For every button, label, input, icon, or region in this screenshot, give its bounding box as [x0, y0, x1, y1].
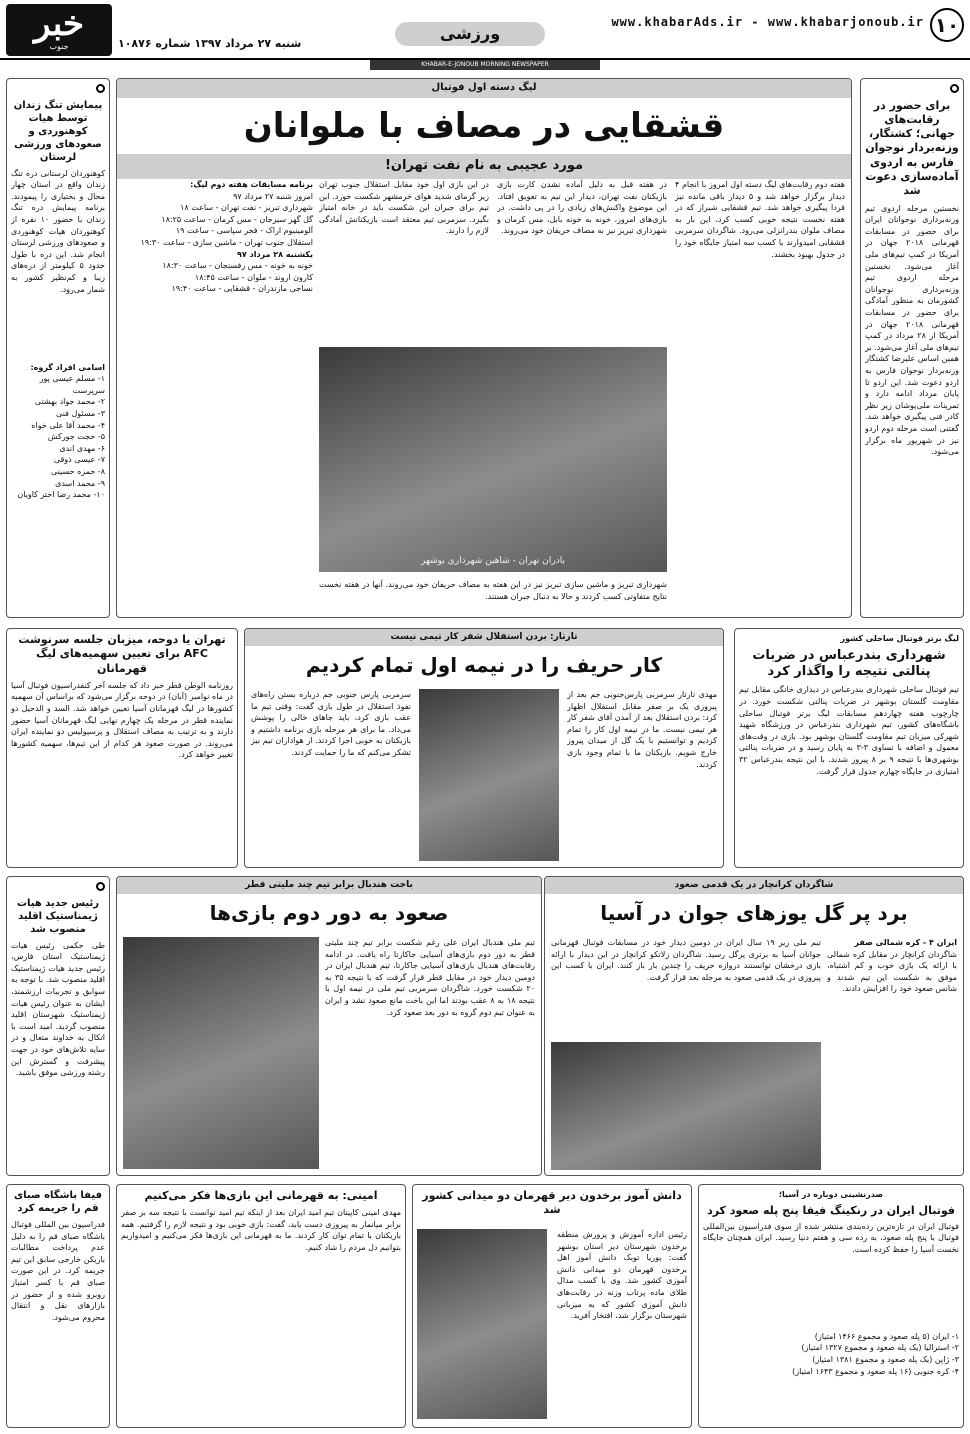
article-title: فیفا باشگاه صبای قم را جریمه کرد: [13, 1190, 103, 1214]
rank-list: [703, 1331, 959, 1377]
article-kicker: صدرنشینی دوباره در آسیا؛: [778, 1190, 884, 1199]
article-body: روزنامه الوطن قطر خبر داد که جلسه آخر کنفدراسیون فوتبال آسیا در ماه نوامبر (آبان) در دوحه برگزار می‌شود که براساس آن سهمیه کشورها در لیگ قهرمانان آسیا تعیین خواهد شد. السد و الدحیل دو نماینده قطر در مرحله یک چهارم نهایی لیگ قهرمانان آسیا حضور دارند و به ترتیب به مصاف استقلال و پرسپولیس دو نماینده ایران می‌روند. در صورت صعود هر کدام از این تیم‌ها، سهمیه کشورها تغییر خواهد کرد.: [11, 680, 233, 760]
score-body: شاگردان کرانچار در مقابل کره شمالی با ارائه یک بازی خوب و کم اشتباه، موفق به شکست این تیم شدند و شانس صعود خود را افزایش دادند.: [827, 949, 957, 994]
websites[interactable]: www.khabarAds.ir - www.khabarjonoub.ir: [611, 15, 924, 29]
lead-subhead: مورد عجیبی به نام نفت تهران!: [117, 154, 851, 179]
bullet-icon: [96, 882, 105, 891]
list-item: ۴- محمد آقا علی خواه: [31, 420, 105, 430]
article-body: رئیس اداره آموزش و پرورش منطقه برخدون شهرستان دیر استان بوشهر گفت: پوریا توبک دانش آموز اهل برخدون قهرمان دو میدانی دانش آموزی کشور شد. وی با کسب مدال طلای ماده پرتاب وزنه در رقابت‌های دانش آموزی کشور که به میزبانی شهرستان برگزار شد، افتخار آفرید.: [557, 1230, 687, 1321]
list-item: نساجی مازندران - قشقایی - ساعت ۱۹:۴۰: [171, 284, 313, 294]
article-kicker: باخت هندبال برابر تیم چند ملیتی قطر: [117, 877, 541, 894]
score-box: [827, 937, 957, 1167]
section-title: ورزشی: [395, 22, 545, 46]
list-item: شهرداری تبریز - نفت تهران - ساعت ۱۸: [180, 203, 313, 213]
list-item: استقلال جنوب تهران - ماشین سازی - ساعت ۱۹:۳۰: [140, 237, 313, 247]
lead-column-1: هفته دوم رقابت‌های لیگ دسته اول امروز با انجام ۴ دیدار برگزار خواهد شد و ۵ دیدار باقی مانده نیز فردا پیگیری خواهد شد. تیم قشقایی شیراز که در هفته نخست نتیجه خوبی کسب کرد، این بار به مصاف ملوان بندرانزلی می‌رود. شاگردان سرمربی قشقایی امیدوارند با کسب سه امتیاز جایگاه خود را در جدول بهبود بخشند.: [675, 180, 845, 259]
list-item: ۸- حمزه حسینی: [50, 466, 105, 476]
esteghlal-article: [244, 628, 724, 868]
masthead: [0, 0, 970, 60]
article-kicker: لیگ برتر فوتبال ساحلی کشور: [840, 634, 959, 643]
article-headline: صعود به دور دوم بازی‌ها: [209, 901, 449, 926]
article-title: امینی: به قهرمانی این بازی‌ها فکر می‌کنیم: [144, 1189, 378, 1202]
right-column-article: [860, 78, 964, 618]
beach-soccer-article: [734, 628, 964, 868]
list-item: ۶- مهدی اندی: [59, 443, 105, 453]
article-kicker: شاگردان کرانچار در یک قدمی صعود: [545, 877, 963, 894]
list-item: خونه به خونه - مس رفسنجان - ساعت ۱۸:۳۰: [162, 261, 313, 271]
left-column-article: [6, 78, 110, 618]
names-title: اسامی افراد گروه:: [30, 362, 105, 372]
article-headline: کار حریف را در نیمه اول تمام کردیم: [305, 653, 663, 678]
morning-banner: KHABAR-E-JONOUB MORNING NEWSPAPER: [370, 60, 600, 70]
list-item: امروز شنبه ۲۷ مرداد ۹۷: [233, 191, 313, 201]
handball-photo: [123, 937, 319, 1169]
lead-article: [116, 78, 852, 618]
article-headline: برد پر گل یوزهای جوان در آسیا: [600, 901, 908, 926]
lead-photo: [319, 347, 667, 572]
page-number: ۱۰: [930, 8, 964, 42]
amini-article: [116, 1184, 406, 1428]
article-title: رئیس جدید هیات ژیمناستیک اقلید منصوب شد: [16, 897, 100, 935]
list-item: ۲- استرالیا (یک پله صعود و مجموع ۱۳۲۷ امتیاز): [801, 1343, 959, 1353]
list-item: ۳- مسئول فنی: [56, 408, 105, 418]
student-photo: [417, 1229, 547, 1419]
article-body: مهدی امینی کاپیتان تیم امید ایران بعد از اینکه تیم امید توانست با نتیجه سه بر صفر برابر میانمار به پیروزی دست یابد، گفت: بازی خوبی بود و نتیجه لازم را گرفتیم. همه بازیکنان با تمام توان کار کردند. ما به قهرمانی این بازی‌ها فکر می‌کنیم و امیدواریم بتوانیم دل مردم را شاد کنیم.: [121, 1208, 401, 1253]
article-body: تیم ملی زیر ۱۹ سال ایران در دومین دیدار خود در مسابقات فوتبال قهرمانی جوانان آسیا به برتری پرگل رسید. شاگردان زلاتکو کرانچار در این دیدار با ارائه بازی درخشان توانستند دروازه حریف را چندین بار باز کنند. ایران با کسب این پیروزی در یک قدمی صعود به مرحله بعد قرار گرفت.: [551, 938, 821, 982]
fifa-rank-article: [698, 1184, 964, 1428]
list-item: ۳- ژاپن (یک پله صعود و مجموع ۱۳۸۱ امتیاز): [812, 1355, 959, 1365]
handball-article: [116, 876, 542, 1176]
article-title: تهران یا دوحه، میزبان جلسه سرنوشت AFC برای تعیین سهمیه‌های لیگ قهرمانان: [18, 633, 226, 675]
youth-photo: [551, 1042, 821, 1170]
schedule: [123, 179, 313, 609]
lead-kicker: لیگ دسته اول فوتبال: [117, 79, 851, 98]
list-item: ۱۰- محمد رضا اختر کاویان: [17, 490, 105, 500]
newspaper-logo: خبر جنوب: [6, 4, 112, 56]
list-item: کارون اروند - ملوان - ساعت ۱۸:۴۵: [194, 272, 313, 282]
list-item: ۴- کره جنوبی (۱۶ پله صعود و مجموع ۱۶۴۳ امتیاز): [792, 1366, 959, 1376]
list-item: ۱- مسلم عیسی پور سرپرست: [39, 374, 105, 395]
gymnastics-article: [6, 876, 110, 1176]
article-body: فوتبال ایران در تازه‌ترین رده‌بندی منتشر شده از سوی فدراسیون بین‌المللی فوتبال با پنج پله صعود، به رده سی و هفتم دنیا رسید. ایران همچنان جایگاه نخست آسیا را حفظ کرده است.: [703, 1221, 959, 1255]
list-item: یکشنبه ۲۸ مرداد ۹۷: [237, 249, 313, 259]
photo-caption: بادران تهران - شاهین شهرداری بوشهر: [421, 555, 565, 566]
article-body: طی حکمی رئیس هیات ژیمناستیک استان فارس، رئیس جدید هیات ژیمناستیک اقلید منصوب شد. با توجه به سوابق و تجربیات ارزشمند، ایشان به عنوان رئیس هیات ژیمناستیک شهرستان اقلید منصوب گردید. امید است با اتکال به خداوند متعال و در سایه تلاش‌های خود در جهت پیشرفت و گسترش این رشته ورزشی موفق باشید.: [11, 940, 105, 1078]
schedule-title: برنامه مسابقات هفته دوم لیگ:: [190, 180, 313, 189]
article-column-1: مهدی تارتار سرمربی پارس‌جنوبی جم بعد از پیروزی یک بر صفر مقابل استقلال اظهار کرد: بردن استقلال بعد از آمدن آقای شفر کار هر تیمی نیست. ما در نیمه اول کار را تمام کردیم و توانستیم با یک گل از میدان پیروز خارج شویم. بازیکنان ما با تمام وجود بازی کردند.: [567, 690, 717, 769]
article-body: کوهنوردان لرستانی دره تنگ زندان واقع در استان چهار محال و بختیاری را پیمودند. برنامه پیمایش دره تنگ زندان با حضور ۱۰ نفره از کوهنوردان هیات کوهنوردی و صعودهای ورزشی لرستان انجام شد. این دره با طول حدود ۵ کیلومتر از دره‌های زیبا و کم‌نظیر کشور به شمار می‌رود.: [11, 168, 105, 294]
bullet-icon: [96, 84, 105, 93]
article-title: برای حضور در رقابت‌های جهانی؛ کشتگار، وزنه‌بردار نوجوان فارس به اردوی آماده‌سازی دعوت شد: [865, 98, 959, 198]
date-issue: شنبه ۲۷ مرداد ۱۳۹۷ شماره ۱۰۸۷۶: [118, 37, 302, 50]
fifa-club-article: [6, 1184, 110, 1428]
lead-column-3: در این بازی اول خود مقابل استقلال جنوب تهران زیر گرمای شدید هوای خرمشهر شکست خورد. این تیم برای جبران این شکست باید در خانه امتیاز بگیرد. سرمربی تیم معتقد است بازیکنانش آمادگی لازم را دارند.: [319, 180, 489, 236]
article-body: تیم ملی هندبال ایران علی رغم شکست برابر تیم چند ملیتی قطر به دور دوم بازی‌های آسیایی جاکارتا راه یافت. در ادامه رقابت‌های هندبال بازی‌های آسیایی جاکارتا، تیم هندبال ایران در دومین دیدار خود در مقابل قطر قرار گرفت که با نتیجه ۳۵ به ۲۰ شکست خورد. شاگردان سرمربی تیم ملی در نیمه اول با نتیجه ۱۸ به ۸ عقب بودند اما این باخت مانع صعود نشد و ایران به عنوان تیم دوم گروه به دور بعد صعود کرد.: [325, 938, 535, 1017]
article-body: تیم فوتبال ساحلی شهرداری بندرعباس در دیداری خانگی مقابل تیم مقاومت گلستان بوشهر در ضربات پنالتی شکست خورد. در چارچوب هفته چهاردهم مسابقات لیگ برتر فوتبال ساحلی باشگاه‌های کشور، تیم شهرداری بندرعباس در ورزشگاه شهید شهرکی میزبان تیم مقاومت گلستان بوشهر بود. بازی در وقت‌های معمول و اضافه با تساوی ۳-۳ به پایان رسید و در ضربات پنالتی بوشهری‌ها با نتیجه ۹ بر ۸ پیروز شدند. با این نتیجه بندرعباس ۳۲ امتیازی در جایگاه چهارم جدول قرار گرفت.: [739, 685, 959, 776]
list-item: آلومینیوم اراک - فجر سپاسی - ساعت ۱۹: [175, 226, 313, 236]
list-item: ۵- حجت جورکش: [47, 432, 105, 442]
article-body: فدراسیون بین المللی فوتبال باشگاه صبای قم را به دلیل عدم پرداخت مطالبات بازیکن خارجی سابق این تیم جریمه کرد. در این صورت صبای قم با کسر امتیاز روبرو شده و از حضور در بازارهای نقل و انتقال محروم می‌شود.: [11, 1220, 105, 1322]
bullet-icon: [950, 84, 959, 93]
student-article: [412, 1184, 692, 1428]
youth-article: [544, 876, 964, 1176]
list-item: ۷- عیسی ذوقی: [53, 455, 105, 465]
article-column-2: سرمربی پارس جنوبی جم درباره بستن راه‌های نفوذ استقلال در طول بازی گفت: وقتی تیم ما عقب بازی کرد، باید جاهای خالی را پوشش می‌داد. ما برای هر مرحله بازی برنامه داشتیم و بازیکنان به خوبی اجرا کردند. از هواداران تیم نیز تشکر می‌کنم که ما را حمایت کردند.: [251, 690, 411, 757]
lead-column-4: شهرداری تبریز و ماشین سازی تبریز نیز در این هفته به مصاف حریفان خود می‌روند. آنها در هفته نخست نتایج متفاوتی کسب کردند و حالا به دنبال جبران هستند.: [319, 580, 667, 601]
lead-column-2: در هفته قبل به دلیل آماده نشدن کارت بازی بازیکنان نفت تهران، دیدار این تیم به تعویق افتاد. این موضوع واکنش‌های زیادی را در پی داشت. در بازی‌های امروز، خونه به خونه بابل، مس کرمان و شهرداری تبریز نیز به مصاف حریفان خود می‌روند.: [497, 180, 667, 236]
list-item: ۱- ایران (۵ پله صعود و مجموع ۱۴۶۶ امتیاز): [814, 1331, 959, 1341]
list-item: گل گهر سیرجان - مس کرمان - ساعت ۱۸:۲۵: [161, 214, 313, 224]
coach-photo: [419, 689, 559, 861]
article-kicker: تارتار: بردن استقلال شفر کار تیمی نیست: [245, 629, 723, 646]
afc-article: [6, 628, 238, 868]
article-title: فوتبال ایران در رنکینگ فیفا پنج پله صعود کرد: [707, 1203, 955, 1217]
article-title: شهرداری بندرعباس در ضربات پنالتی نتیجه را واگذار کرد: [752, 647, 946, 680]
list-item: ۹- محمد اسدی: [55, 478, 105, 488]
list-item: ۲- محمد جواد بهشتی: [34, 397, 105, 407]
names-list: [11, 373, 105, 501]
article-title: پیمایش تنگ زندان توسط هیات کوهنوردی و صعودهای ورزشی لرستان: [13, 99, 103, 163]
article-title: دانش آموز برخدون دیر قهرمان دو میدانی کشور شد: [422, 1189, 682, 1217]
article-body: نخستین مرحله اردوی تیم وزنه‌برداری نوجوانان ایران برای حضور در مسابقات قهرمانی ۲۰۱۸ جهان در آمریکا در کمپ تیم‌های ملی آغاز می‌شود. نخستین مرحله اردوی تیم وزنه‌برداری نوجوانان کشورمان به منظور آمادگی برای حضور در مسابقات قهرمانی ۲۰۱۸ جهان در آمریکا از ۲۸ مرداد در کمپ تیم‌های ملی آغاز می‌شود. بر همین اساس علیرضا کشتگار وزنه‌بردار نوجوان فارس به اردو دعوت شد. این اردو تا پایان مرداد ادامه دارد و تمرینات ملی‌پوشان زیر نظر کادر فنی پیگیری خواهد شد. گفتنی است مرحله دوم اردو نیز در شهریور ماه برگزار می‌شود.: [865, 203, 959, 457]
score-title: ایران ۴ - کره شمالی صفر: [854, 938, 957, 947]
lead-headline: قشقایی در مصاف با ملوانان: [243, 105, 725, 146]
